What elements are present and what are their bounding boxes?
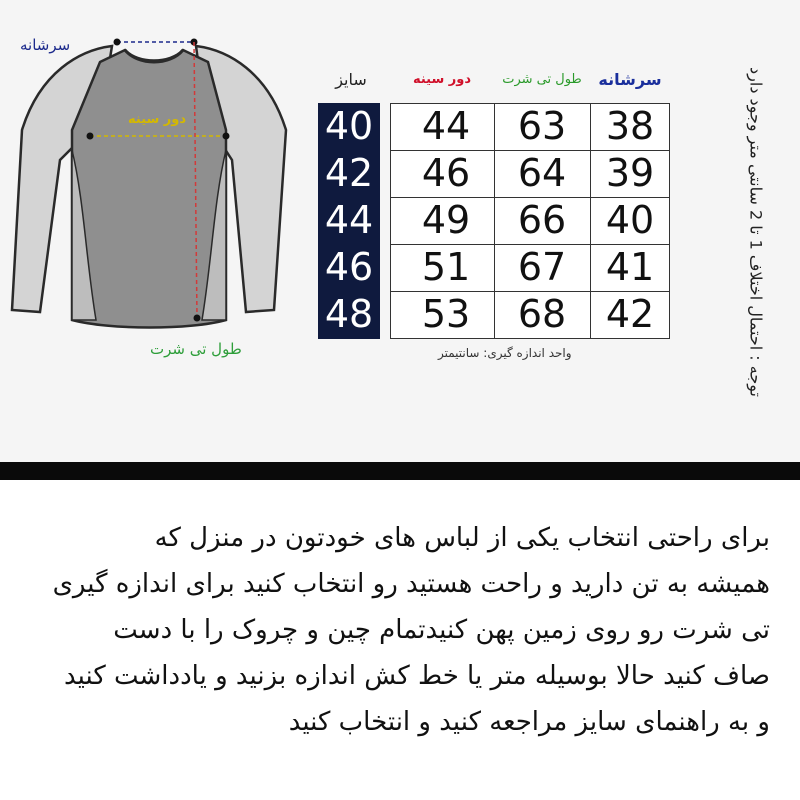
cell-shoulder: 38 bbox=[605, 104, 655, 148]
size-table-grid bbox=[318, 103, 670, 339]
cell-size: 42 bbox=[324, 151, 374, 195]
cell-chest: 51 bbox=[421, 245, 471, 289]
cell-chest: 46 bbox=[421, 151, 471, 195]
table-row bbox=[318, 103, 670, 150]
header-shoulder: سرشانه bbox=[598, 70, 662, 89]
tolerance-note: توجه : احتمال اختلاف 1 تا 2 سانتی متر وجود دارد bbox=[746, 67, 766, 397]
instruction-line: تی شرت رو روی زمین پهن کنیدتمام چین و چروک را با دست bbox=[113, 615, 770, 645]
cell-size: 46 bbox=[324, 245, 374, 289]
side-note-container bbox=[736, 0, 776, 462]
shirt-body bbox=[72, 50, 226, 328]
size-table-header bbox=[318, 57, 670, 103]
length-point-bottom bbox=[194, 315, 201, 322]
cell-size: 40 bbox=[324, 104, 374, 148]
shoulder-point-left bbox=[114, 39, 121, 46]
instruction-line: برای راحتی انتخاب یکی از لباس های خودتون در منزل که bbox=[154, 523, 770, 553]
diagram-shoulder-label: سرشانه bbox=[20, 36, 71, 54]
cell-shoulder: 42 bbox=[605, 292, 655, 336]
cell-chest: 49 bbox=[421, 198, 471, 242]
cell-length: 64 bbox=[517, 151, 567, 195]
cell-length: 68 bbox=[517, 292, 567, 336]
header-size: سایز bbox=[335, 70, 367, 89]
chest-point-left bbox=[87, 133, 94, 140]
cell-length: 63 bbox=[517, 104, 567, 148]
diagram-chest-label: دور سینه bbox=[128, 112, 187, 127]
header-length: طول تی شرت bbox=[502, 72, 582, 87]
instruction-line: صاف کنید حالا بوسیله متر یا خط کش اندازه بزنید و یادداشت کنید bbox=[63, 661, 770, 691]
header-chest: دور سینه bbox=[412, 72, 472, 87]
cell-chest: 44 bbox=[421, 104, 471, 148]
cell-size: 44 bbox=[324, 198, 374, 242]
table-row bbox=[318, 150, 670, 197]
cell-size: 48 bbox=[324, 292, 374, 336]
section-divider bbox=[0, 462, 800, 480]
cell-shoulder: 40 bbox=[605, 198, 655, 242]
chest-point-right bbox=[223, 133, 230, 140]
cell-shoulder: 39 bbox=[605, 151, 655, 195]
cell-shoulder: 41 bbox=[605, 245, 655, 289]
table-row bbox=[318, 291, 670, 338]
diagram-length-label: طول تی شرت bbox=[150, 340, 242, 358]
tshirt-diagram bbox=[0, 0, 300, 360]
table-row bbox=[318, 244, 670, 291]
table-row bbox=[318, 197, 670, 244]
measuring-instructions bbox=[30, 515, 770, 745]
instruction-line: و به راهنمای سایز مراجعه کنید و انتخاب کنید bbox=[288, 707, 770, 737]
cell-chest: 53 bbox=[421, 292, 471, 336]
unit-note: واحد اندازه گیری: سانتیمتر bbox=[438, 346, 572, 360]
cell-length: 66 bbox=[517, 198, 567, 242]
cell-length: 67 bbox=[517, 245, 567, 289]
size-table bbox=[318, 57, 670, 339]
instruction-line: همیشه به تن دارید و راحت هستید رو انتخاب کنید برای اندازه گیری bbox=[52, 569, 770, 599]
